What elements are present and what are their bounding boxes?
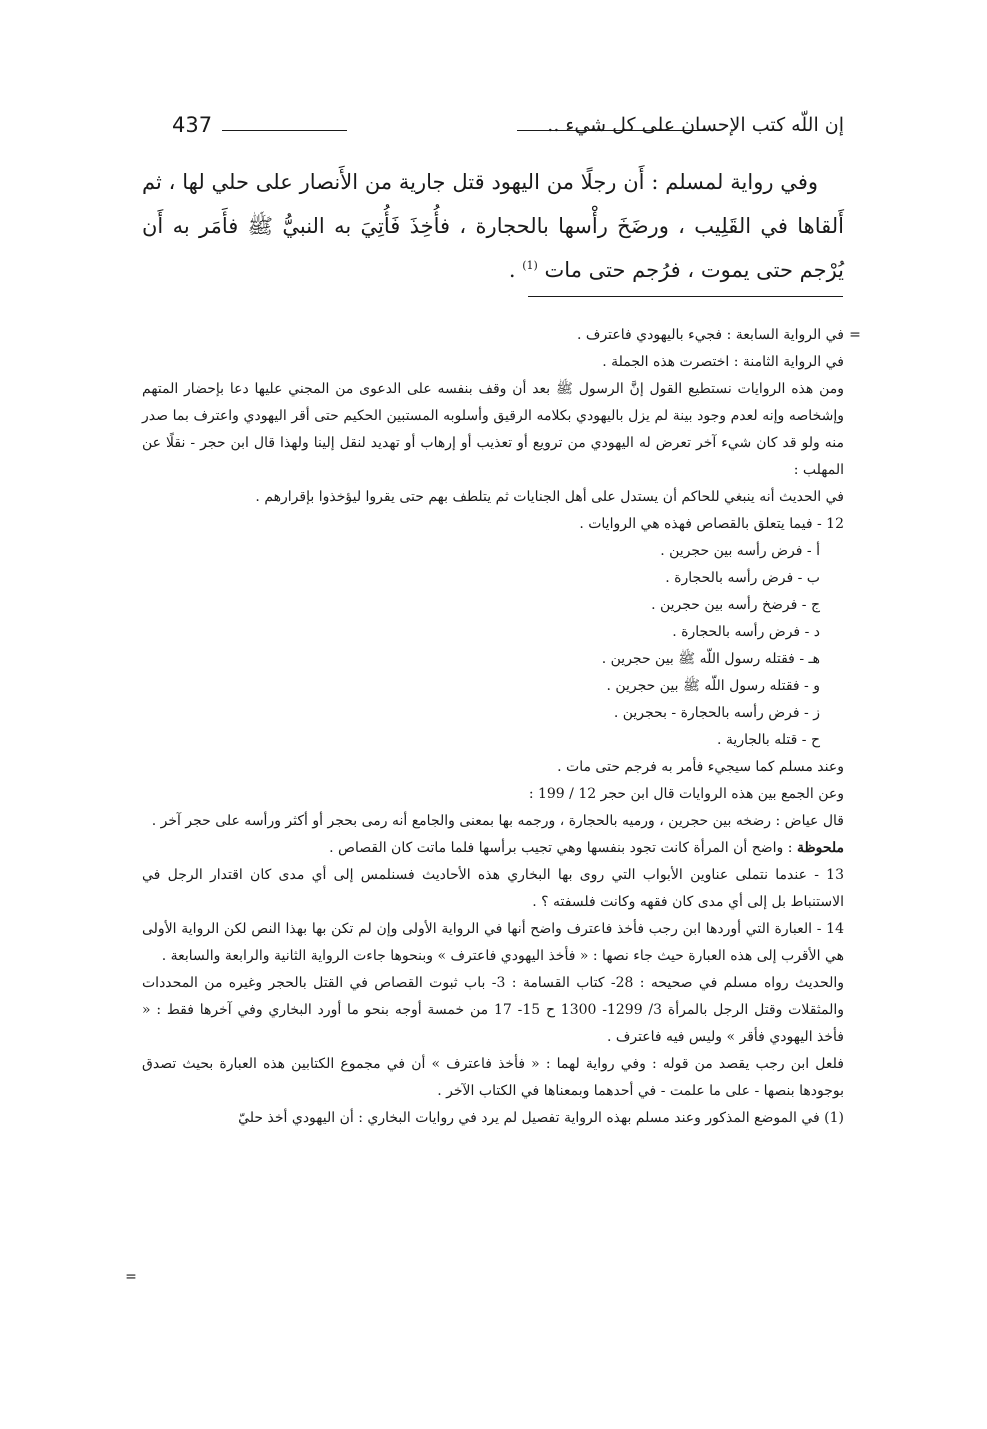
header-rule [222, 130, 347, 131]
list-item: ح - قتله بالجارية . [717, 732, 820, 748]
list-item: هـ - فقتله رسول اللّه ﷺ بين حجرين . [601, 651, 820, 667]
continuation-mark: = [849, 327, 861, 343]
observation-line [142, 835, 844, 862]
list-item: ز - فرض رأسه بالحجارة - بحجرين . [613, 705, 820, 721]
note-line: قال عياض : رضخه بين حجرين ، ورميه بالحجارة ، ورجمه بها بمعنى والجامع أنه رمى بحجر أو أكثر ورأسه على حجر آخر . [151, 813, 844, 829]
note-line: ومن هذه الروايات نستطيع القول إنَّ الرسول ﷺ بعد أن وقف بنفسه على الدعوى من المجني عليها دعا بإحضار المتهم وإشخاصه وإنه لعدم وجود بينة لم يزل باليهودي بكلامه الرقيق وأسلوبه المستبين الحكيم حتى أقر اليهودي واعترف بما صدر منه ولو قد كان شيء آخر تعرض له اليهودي من ترويع أو تعذيب أو إرهاب أو تهديد لنقل إلينا ولهذا قال ابن حجر - نقلًا عن المهلب : [142, 381, 844, 478]
page-number: 437 [172, 113, 213, 137]
note-line: 12 - فيما يتعلق بالقصاص فهذه هي الروايات . [579, 516, 844, 532]
list-item: د - فرض رأسه بالحجارة . [672, 624, 820, 640]
note-label: ملحوظة [796, 840, 844, 856]
footnote: (1) في الموضع المذكور وعند مسلم بهذه الرواية تفصيل لم يرد في روايات البخاري : أن اليهودي أخذ حليّ [238, 1110, 844, 1126]
note-line: فلعل ابن رجب يقصد من قوله : وفي رواية لهما : « فأخذ فاعترف » أن في مجموع الكتابين هذه العبارة بحيث تصدق بوجودها بنصها - على ما علمت - في أحدهما وبمعناها في الكتاب الآخر . [142, 1056, 844, 1099]
notes-section [142, 322, 844, 1132]
list-item: ب - فرض رأسه بالحجارة . [665, 570, 820, 586]
main-text [142, 160, 844, 292]
note-line: 14 - العبارة التي أوردها ابن رجب فأخذ فاعترف واضح أنها في الرواية الأولى وإن لم تكن بها بهذا النص لكن الرواية الأولى هي الأقرب إلى هذه العبارة حيث جاء نصها : « فأخذ اليهودي فاعترف » وبنحوها جاءت الرواية الثانية والرابعة والسابعة . [142, 921, 844, 964]
note-line: 13 - عندما نتملى عناوين الأبواب التي روى بها البخاري هذه الأحاديث فسنلمس إلى أي مدى كان اقتدار الرجل في الاستنباط بل إلى أي مدى كان فقهه وكانت فلسفته ؟ . [142, 867, 844, 910]
footnote-continuation-mark: = [125, 1269, 137, 1285]
note-line: وعند مسلم كما سيجيء فأمر به فرجم حتى مات . [557, 759, 844, 775]
note-line: في الرواية الثامنة : اختصرت هذه الجملة . [602, 354, 844, 370]
running-header [172, 110, 844, 144]
note-line: في الرواية السابعة : فجيء باليهودي فاعترف . [577, 327, 844, 343]
note-text: : واضح أن المرأة كانت تجود بنفسها وهي تجيب برأسها فلما ماتت كان القصاص . [329, 840, 797, 856]
chapter-title: إن اللّه كتب الإحسان على كل شيء .. [547, 114, 844, 136]
list-item: ج - فرضخ رأسه بين حجرين . [651, 597, 820, 613]
note-line: والحديث رواه مسلم في صحيحه : 28- كتاب القسامة : 3- باب ثبوت القصاص في القتل بالحجر وغيره من المحددات والمثقلات وقتل الرجل بالمرأة 3/ 1299- 1300 ح 15- 17 من خمسة أوجه بنحو ما أورد البخاري وفي آخرها فقط : « فأخذ اليهودي فأقر » وليس فيه فاعترف . [142, 975, 845, 1045]
note-line: وعن الجمع بين هذه الروايات قال ابن حجر 12 / 199 : [528, 786, 844, 802]
footnote-separator [528, 296, 843, 297]
footnote-ref: (1) [522, 259, 538, 272]
main-paragraph: وفي رواية لمسلم : أَن رجلًا من اليهود قتل جارية من الأَنصار على حلي لها ، ثم أَلقاها في القَلِيب ، ورضَخَ رأْسها بالحجارة ، فأُخِذَ فَأُتِيَ به النبيُّ ﷺ فأَمَر به أَن يُرْجم حتى يموت ، فرُجم حتى مات $^{(1)}$ . [142, 170, 844, 282]
note-line: في الحديث أنه ينبغي للحاكم أن يستدل على أهل الجنايات ثم يتلطف بهم حتى يقروا ليؤخذوا بإقرارهم . [255, 489, 844, 505]
list-item: أ - فرض رأسه بين حجرين . [660, 543, 820, 559]
list-item: و - فقتله رسول اللّه ﷺ بين حجرين . [606, 678, 820, 694]
